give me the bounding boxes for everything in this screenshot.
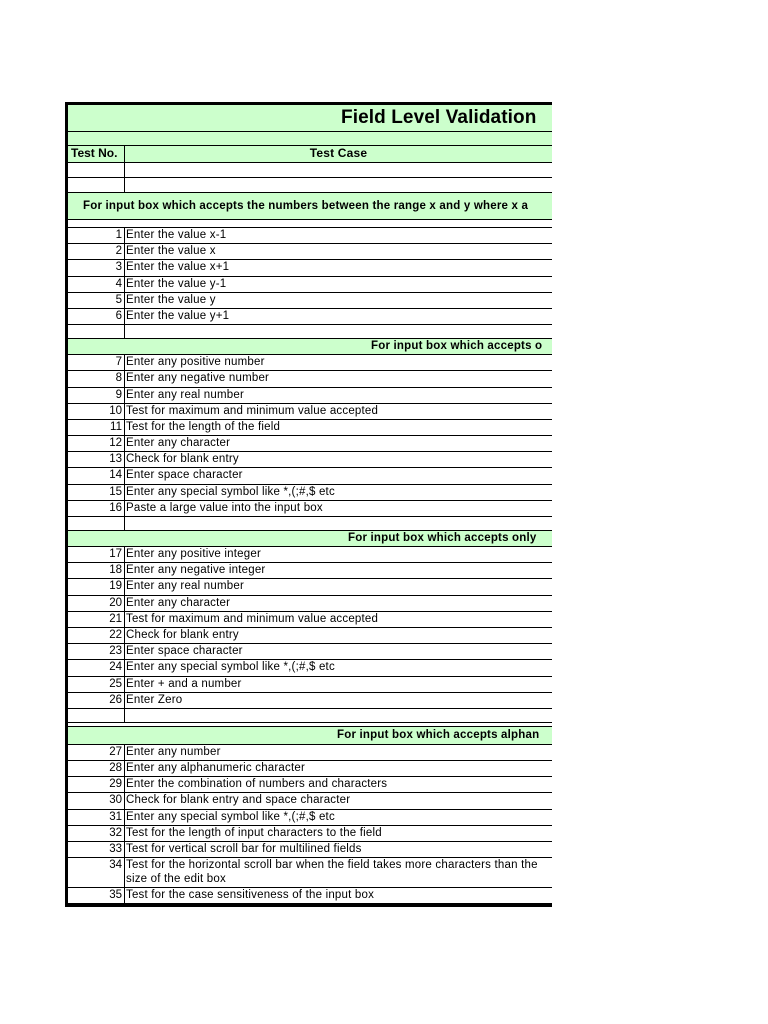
- spacer-row: [68, 132, 552, 146]
- table-row[interactable]: [68, 563, 552, 579]
- table-row[interactable]: [68, 547, 552, 563]
- table-row[interactable]: [68, 644, 552, 660]
- blank-row[interactable]: [68, 178, 552, 193]
- table-row[interactable]: [68, 628, 552, 644]
- table-row[interactable]: [68, 293, 552, 309]
- table-row[interactable]: [68, 612, 552, 628]
- table-row[interactable]: [68, 842, 552, 858]
- test-case-cell[interactable]: Enter any positive integer: [126, 548, 261, 560]
- test-case-cell[interactable]: Enter any real number: [126, 580, 244, 593]
- test-case-cell[interactable]: Enter any special symbol like *,(;#,$ etc: [126, 485, 335, 498]
- test-case-cell[interactable]: Enter the combination of numbers and characters: [126, 778, 388, 791]
- test-number-cell[interactable]: 35: [68, 888, 125, 903]
- test-number-cell[interactable]: 34: [68, 858, 125, 887]
- test-case-cell[interactable]: Check for blank entry and space character: [126, 794, 351, 807]
- table-row[interactable]: [68, 260, 552, 276]
- test-number-cell[interactable]: 5: [68, 293, 125, 308]
- section-heading: For input box which accepts only: [348, 532, 537, 544]
- test-case-cell[interactable]: Enter the value x-1: [126, 229, 227, 241]
- test-number-cell[interactable]: 7: [68, 355, 125, 370]
- test-number-cell[interactable]: 22: [68, 628, 125, 643]
- table-row[interactable]: [68, 858, 552, 888]
- test-number-cell[interactable]: 25: [68, 677, 125, 692]
- test-case-cell[interactable]: Enter space character: [126, 469, 243, 482]
- table-row[interactable]: [68, 452, 552, 468]
- table-row[interactable]: [68, 660, 552, 676]
- test-number-cell[interactable]: 20: [68, 596, 125, 611]
- test-number-cell[interactable]: 13: [68, 452, 125, 467]
- blank-row[interactable]: [68, 517, 552, 531]
- test-case-cell[interactable]: Enter any character: [126, 596, 231, 609]
- test-number-cell[interactable]: 8: [68, 371, 125, 386]
- test-number-cell[interactable]: 12: [68, 436, 125, 451]
- table-row[interactable]: [68, 826, 552, 842]
- blank-row[interactable]: [68, 163, 552, 178]
- table-row[interactable]: [68, 388, 552, 404]
- table-row[interactable]: [68, 761, 552, 777]
- header-row: [68, 146, 552, 163]
- test-case-cell[interactable]: Enter any special symbol like *,(;#,$ etc: [126, 810, 335, 823]
- test-case-cell[interactable]: Enter any negative number: [126, 372, 270, 385]
- test-case-cell[interactable]: Enter the value y-1: [126, 277, 227, 290]
- test-number-cell[interactable]: 1: [68, 228, 125, 243]
- test-case-cell[interactable]: Enter any alphanumeric character: [126, 762, 305, 775]
- test-number-cell[interactable]: 23: [68, 644, 125, 659]
- test-number-cell[interactable]: 19: [68, 579, 125, 594]
- test-case-cell[interactable]: Test for the length of the field: [126, 420, 281, 433]
- test-number-cell[interactable]: 11: [68, 420, 125, 435]
- blank-row[interactable]: [68, 709, 552, 723]
- table-row[interactable]: [68, 371, 552, 387]
- test-number-cell[interactable]: 15: [68, 485, 125, 500]
- section-heading-row: [68, 727, 552, 745]
- test-number-cell[interactable]: 21: [68, 612, 125, 627]
- table-row[interactable]: [68, 501, 552, 517]
- table-row[interactable]: [68, 277, 552, 293]
- test-number-cell[interactable]: 10: [68, 404, 125, 419]
- test-case-cell[interactable]: Enter any special symbol like *,(;#,$ etc: [126, 661, 335, 674]
- test-case-cell[interactable]: Enter the value y+1: [126, 309, 230, 322]
- test-number-cell[interactable]: 27: [68, 745, 125, 760]
- test-number-cell[interactable]: 3: [68, 260, 125, 275]
- test-case-cell[interactable]: Enter any number: [126, 745, 221, 758]
- table-row[interactable]: [68, 596, 552, 612]
- test-case-cell[interactable]: Test for vertical scroll bar for multilined fields: [126, 843, 362, 855]
- table-row[interactable]: [68, 228, 552, 244]
- blank-row[interactable]: [68, 325, 552, 339]
- test-case-cell[interactable]: Test for the length of input characters to the field: [126, 826, 382, 839]
- validation-sheet: [65, 102, 552, 907]
- gap-row: [68, 220, 552, 228]
- test-case-cell[interactable]: Test for the case sensitiveness of the input box: [126, 889, 375, 902]
- test-case-cell[interactable]: Enter any character: [126, 437, 231, 450]
- table-row[interactable]: [68, 579, 552, 595]
- test-case-cell[interactable]: Enter Zero: [126, 693, 183, 706]
- test-number-cell[interactable]: 26: [68, 693, 125, 708]
- table-row[interactable]: [68, 436, 552, 452]
- table-row[interactable]: [68, 693, 552, 709]
- section-heading-row: [68, 531, 552, 547]
- test-number-cell[interactable]: 33: [68, 842, 125, 857]
- test-number-cell[interactable]: 31: [68, 810, 125, 825]
- table-row[interactable]: [68, 810, 552, 826]
- test-number-cell[interactable]: 24: [68, 660, 125, 675]
- test-case-cell[interactable]: Test for maximum and minimum value accepted: [126, 612, 379, 625]
- test-number-cell[interactable]: 6: [68, 309, 125, 324]
- test-case-cell[interactable]: Enter the value x: [126, 245, 216, 258]
- table-row[interactable]: [68, 420, 552, 436]
- table-row[interactable]: [68, 468, 552, 484]
- test-case-cell[interactable]: Enter + and a number: [126, 677, 242, 690]
- test-case-cell[interactable]: Enter any positive number: [126, 356, 265, 369]
- test-number-cell[interactable]: 14: [68, 468, 125, 483]
- test-number-cell[interactable]: 2: [68, 244, 125, 259]
- test-case-cell[interactable]: Check for blank entry: [126, 453, 239, 466]
- table-row[interactable]: [68, 309, 552, 325]
- section-heading: For input box which accepts o: [371, 340, 543, 353]
- section-heading-row: [68, 339, 552, 355]
- test-number-cell[interactable]: 18: [68, 563, 125, 578]
- table-row[interactable]: [68, 355, 552, 371]
- test-case-cell[interactable]: Enter the value y: [126, 293, 216, 306]
- test-number-cell[interactable]: 16: [68, 501, 125, 516]
- test-case-cell[interactable]: Check for blank entry: [126, 628, 239, 641]
- section-heading: For input box which accepts alphan: [337, 728, 540, 741]
- table-row[interactable]: [68, 677, 552, 693]
- test-case-cell[interactable]: Enter any negative integer: [126, 564, 266, 577]
- sheet-title-row: [68, 105, 552, 132]
- table-row[interactable]: [68, 404, 552, 420]
- test-case-cell[interactable]: Paste a large value into the input box: [126, 501, 323, 514]
- table-row[interactable]: [68, 485, 552, 501]
- table-row[interactable]: [68, 777, 552, 793]
- test-number-cell[interactable]: 32: [68, 826, 125, 841]
- test-number-cell[interactable]: 29: [68, 777, 125, 792]
- test-case-cell[interactable]: Test for maximum and minimum value accepted: [126, 404, 379, 417]
- table-row[interactable]: [68, 888, 552, 904]
- sheet-title: Field Level Validation: [341, 107, 537, 128]
- test-case-cell[interactable]: Enter space character: [126, 645, 243, 658]
- header-test-no: Test No.: [68, 146, 125, 162]
- section-heading: For input box which accepts the numbers between the range x and y where x a: [68, 193, 552, 220]
- test-case-cell[interactable]: Test for the horizontal scroll bar when the field takes more characters than the size of the edit box: [126, 859, 538, 886]
- table-row[interactable]: [68, 745, 552, 761]
- test-case-cell[interactable]: Enter any real number: [126, 388, 244, 401]
- test-number-cell[interactable]: 4: [68, 277, 125, 292]
- table-row[interactable]: [68, 244, 552, 260]
- test-number-cell[interactable]: 30: [68, 793, 125, 808]
- test-case-cell[interactable]: Enter the value x+1: [126, 261, 230, 274]
- table-row[interactable]: [68, 793, 552, 809]
- test-number-cell[interactable]: 28: [68, 761, 125, 776]
- test-number-cell[interactable]: 17: [68, 547, 125, 562]
- test-number-cell[interactable]: 9: [68, 388, 125, 403]
- header-test-case: Test Case: [309, 146, 368, 160]
